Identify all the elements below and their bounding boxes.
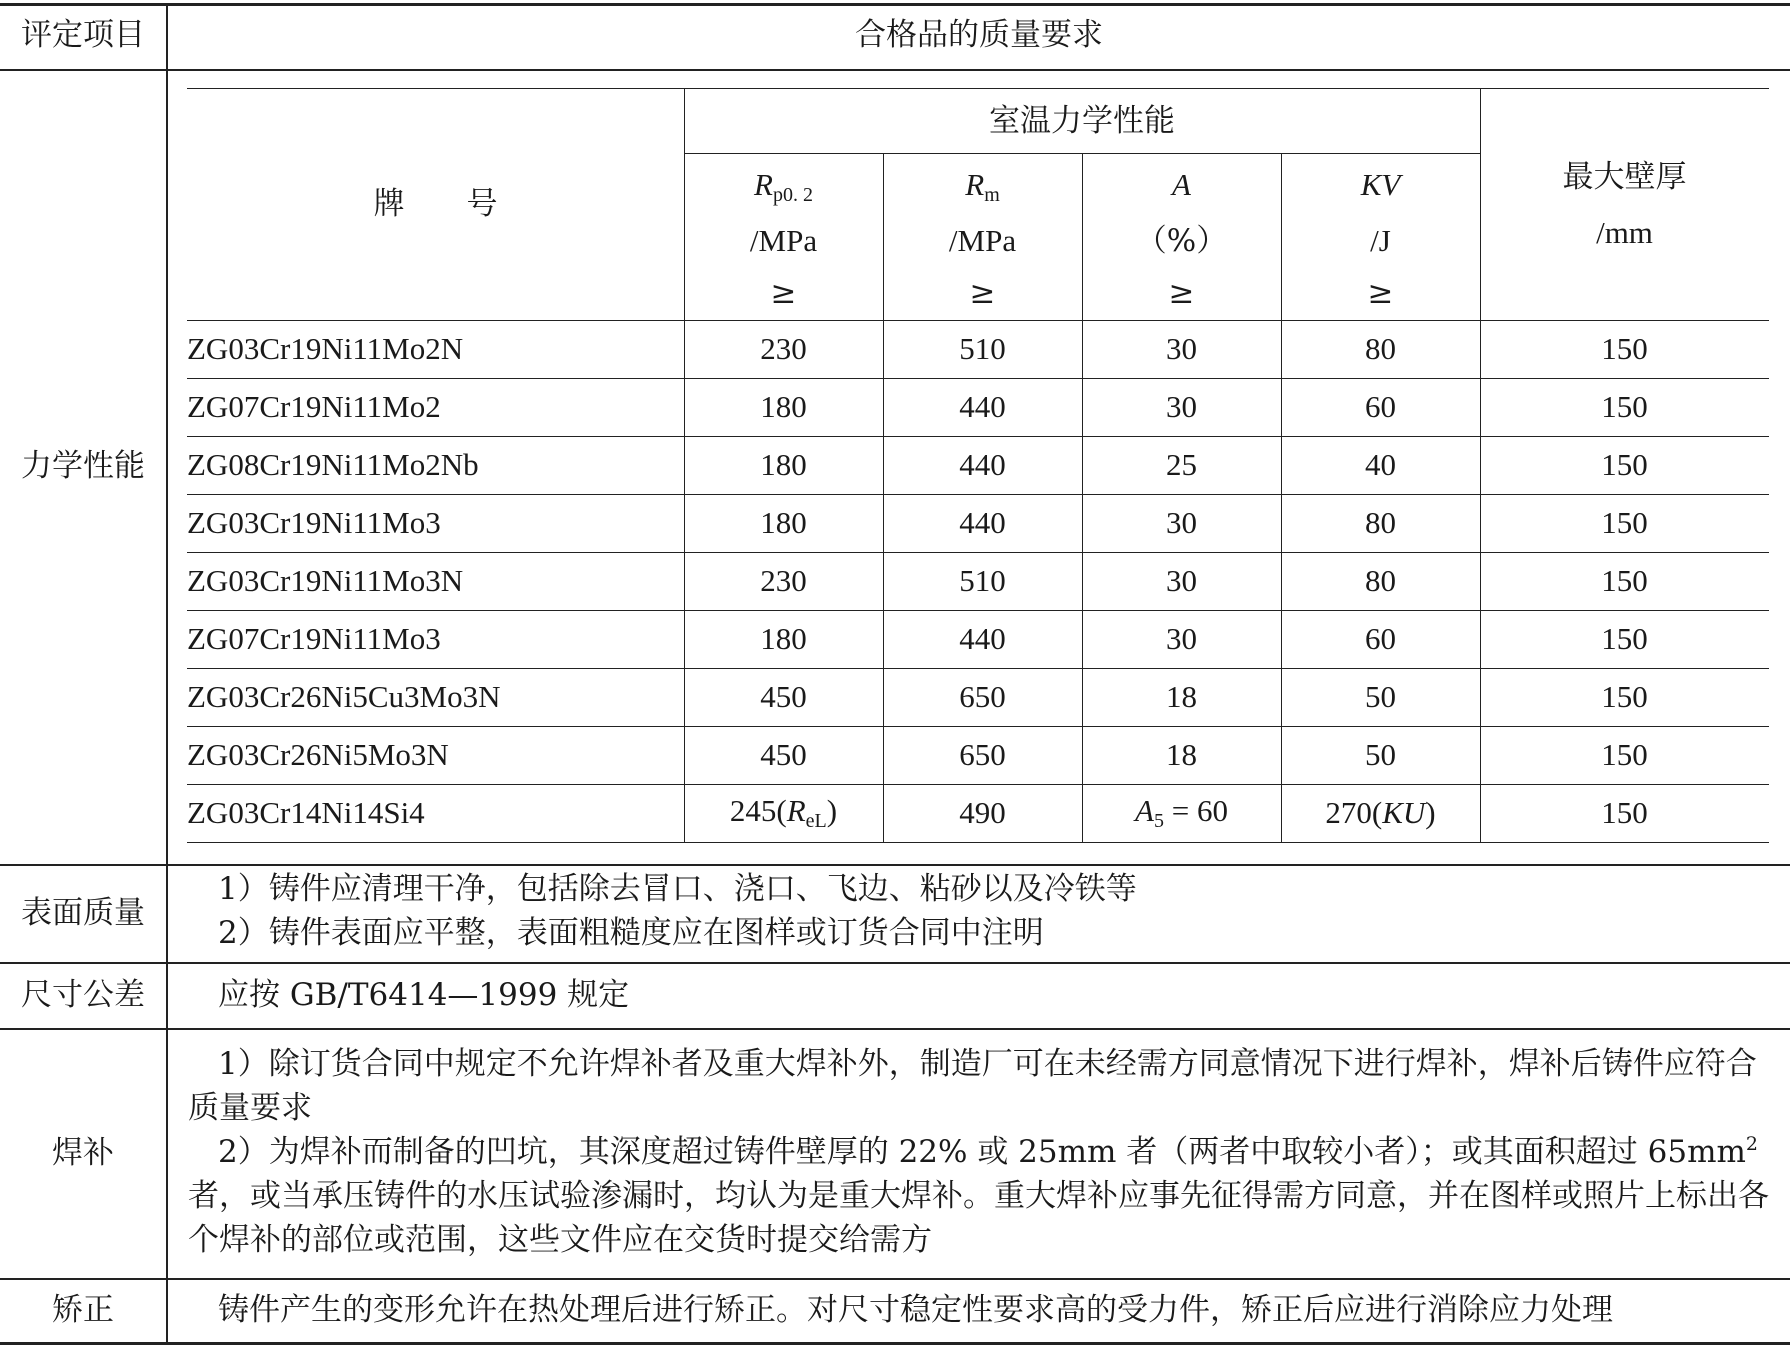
inner-table-bottom [187, 842, 1769, 843]
row-rule-1 [187, 378, 1769, 379]
straighten-label: 矫正 [52, 1292, 114, 1328]
row-rule-2 [187, 436, 1769, 437]
kv-cell: 80 [1365, 331, 1396, 366]
row-rule-6 [187, 668, 1769, 669]
tolerance-bottom-rule [0, 1028, 1790, 1030]
rm-cell: 510 [959, 331, 1006, 366]
grade-cell: ZG03Cr19Ni11Mo3 [187, 505, 441, 540]
rp-cell: 230 [760, 563, 807, 598]
rp-cell: 180 [760, 447, 807, 482]
rm-unit: /MPa [948, 223, 1017, 258]
surface-line-1: 1）铸件应清理干净，包括除去冒口、浇口、飞边、粘砂以及冷铁等 [218, 871, 1137, 907]
grade-cell: ZG03Cr26Ni5Mo3N [187, 737, 449, 772]
kv-cell: 80 [1365, 563, 1396, 598]
row-rule-5 [187, 610, 1769, 611]
row-rule-8 [187, 784, 1769, 785]
rm-cell: 440 [959, 505, 1006, 540]
a-unit: （%） [1135, 223, 1228, 259]
grade-cell: ZG03Cr14Ni14Si4 [187, 795, 425, 830]
a-cell: 30 [1166, 389, 1197, 424]
rp-cell: 230 [760, 331, 807, 366]
rp-cell: $245(R_{eL})$ [729, 793, 838, 832]
rp-cell: 450 [760, 737, 807, 772]
table-top-rule [0, 3, 1790, 6]
room-temp-props-header: 室温力学性能 [989, 103, 1175, 139]
kv-unit: /J [1370, 223, 1391, 258]
wall-cell: 150 [1601, 621, 1648, 656]
a-cell: 30 [1166, 331, 1197, 366]
wall-cell: 150 [1601, 447, 1648, 482]
a-cell: 30 [1166, 505, 1197, 540]
a-cell: 30 [1166, 563, 1197, 598]
max-wall-unit: /mm [1596, 215, 1653, 250]
wall-cell: 150 [1601, 505, 1648, 540]
wall-cell: 150 [1601, 679, 1648, 714]
rp-cell: 180 [760, 389, 807, 424]
rp02-cmp: ≥ [770, 275, 797, 311]
welding-bottom-rule [0, 1278, 1790, 1280]
surface-bottom-rule [0, 962, 1790, 964]
grade-cell: ZG03Cr19Ni11Mo3N [187, 563, 464, 598]
inner-table-top [187, 88, 1769, 89]
surface-line-2: 2）铸件表面应平整，表面粗糙度应在图样或订货合同中注明 [218, 915, 1044, 951]
wall-cell: 150 [1601, 331, 1648, 366]
wall-cell: 150 [1601, 389, 1648, 424]
table-bottom-rule [0, 1342, 1790, 1345]
rp02-symbol: $R_{p0. 2}$ [754, 167, 813, 206]
grade-cell: ZG07Cr19Ni11Mo3 [187, 621, 441, 656]
kv-cell: 50 [1365, 679, 1396, 714]
rm-symbol: $R_m$ [965, 167, 1000, 206]
wall-cell: 150 [1601, 563, 1648, 598]
rp02-unit: /MPa [749, 223, 818, 258]
rm-cell: 440 [959, 447, 1006, 482]
grade-cell: ZG07Cr19Ni11Mo2 [187, 389, 441, 424]
rm-cmp: ≥ [969, 275, 996, 311]
welding-para-2: 2）为焊补而制备的凹坑，其深度超过铸件壁厚的 22% 或 25mm 者（两者中取较小者）；或其面积超过 $65mm^2$者，或当承压铸件的水压试验渗漏时，均认为是重大焊补。重大焊补应事先征得需方同意，并在图样或照片上标出各个焊补的部位或范围，这些文件应在交货时提交给需方 [188, 1133, 1769, 1258]
a-cell: 18 [1166, 679, 1197, 714]
wall-cell: 150 [1601, 795, 1648, 830]
tolerance-text: 应按 GB/T6414—1999 规定 [218, 977, 630, 1013]
rm-cell: 440 [959, 389, 1006, 424]
kv-cell: 50 [1365, 737, 1396, 772]
rm-cell: 490 [959, 795, 1006, 830]
header-eval-item: 评定项目 [21, 17, 145, 53]
grade-header: 牌 号 [373, 186, 498, 222]
header-bottom-rule [0, 69, 1790, 71]
a-cell: 30 [1166, 621, 1197, 656]
row-rule-4 [187, 552, 1769, 553]
row-rule-7 [187, 726, 1769, 727]
mech-bottom-rule [0, 864, 1790, 866]
rm-cell: 440 [959, 621, 1006, 656]
kv-cmp: ≥ [1367, 275, 1394, 311]
row-rule-3 [187, 494, 1769, 495]
grade-cell: ZG03Cr19Ni11Mo2N [187, 331, 464, 366]
tolerance-label: 尺寸公差 [21, 977, 145, 1013]
rm-cell: 510 [959, 563, 1006, 598]
a-cell: 25 [1166, 447, 1197, 482]
rp-cell: 180 [760, 505, 807, 540]
welding-para-1: 1）除订货合同中规定不允许焊补者及重大焊补外，制造厂可在未经需方同意情况下进行焊补，焊补后铸件应符合质量要求 [188, 1046, 1757, 1126]
a-cell: 18 [1166, 737, 1197, 772]
inner-header-bottom [187, 320, 1769, 321]
kv-cell: 60 [1365, 621, 1396, 656]
rp-cell: 180 [760, 621, 807, 656]
surface-label: 表面质量 [21, 895, 145, 931]
kv-cell: 270(KU) [1325, 795, 1436, 830]
rp-cell: 450 [760, 679, 807, 714]
kv-cell: 40 [1365, 447, 1396, 482]
kv-cell: 80 [1365, 505, 1396, 540]
wall-cell: 150 [1601, 737, 1648, 772]
straighten-text: 铸件产生的变形允许在热处理后进行矫正。对尺寸稳定性要求高的受力件，矫正后应进行消除应力处理 [218, 1292, 1613, 1328]
grade-cell: ZG03Cr26Ni5Cu3Mo3N [187, 679, 501, 714]
a-cmp: ≥ [1168, 275, 1195, 311]
mech-label: 力学性能 [21, 448, 145, 484]
a-symbol: A [1172, 167, 1191, 202]
label-column-divider [166, 3, 168, 1343]
header-quality-req: 合格品的质量要求 [855, 17, 1103, 53]
welding-label: 焊补 [52, 1135, 114, 1171]
grade-cell: ZG08Cr19Ni11Mo2Nb [187, 447, 479, 482]
a-cell: $A_5 = 60$ [1135, 793, 1228, 832]
max-wall-header: 最大壁厚 [1562, 159, 1687, 195]
kv-cell: 60 [1365, 389, 1396, 424]
kv-symbol: KV [1360, 167, 1401, 202]
rm-cell: 650 [959, 737, 1006, 772]
rm-cell: 650 [959, 679, 1006, 714]
